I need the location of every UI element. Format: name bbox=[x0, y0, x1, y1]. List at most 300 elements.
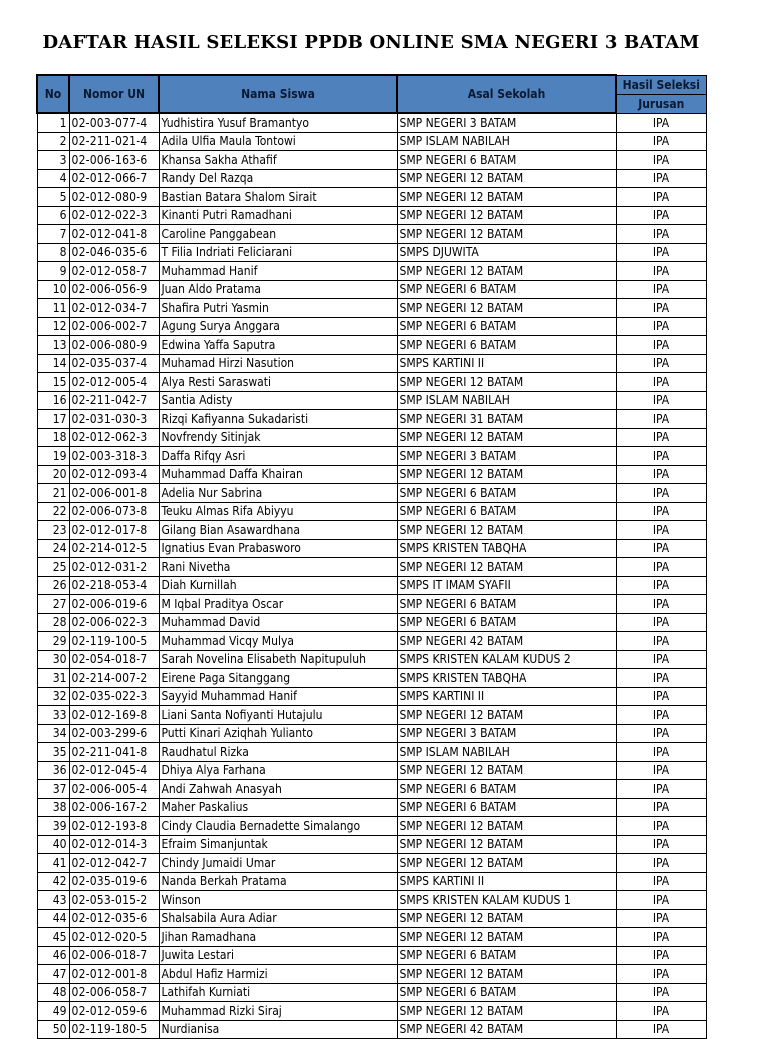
nomor-un-cell: 02-006-018-7 bbox=[69, 946, 159, 965]
table-row bbox=[37, 151, 706, 170]
nomor-un-cell: 02-119-180-5 bbox=[69, 1020, 159, 1039]
nomor-un-cell: 02-211-021-4 bbox=[69, 132, 159, 151]
origin-school-cell: SMP NEGERI 6 BATAM bbox=[397, 780, 616, 799]
table-row bbox=[37, 521, 706, 540]
row-number-cell: 2 bbox=[37, 132, 69, 151]
major-cell: IPA bbox=[616, 669, 706, 688]
origin-school-cell: SMP NEGERI 12 BATAM bbox=[397, 558, 616, 577]
table-row bbox=[37, 909, 706, 928]
row-number-cell: 1 bbox=[37, 113, 69, 132]
nomor-un-cell: 02-012-022-3 bbox=[69, 206, 159, 225]
student-name-cell: Ignatius Evan Prabasworo bbox=[159, 539, 397, 558]
major-cell: IPA bbox=[616, 780, 706, 799]
major-cell: IPA bbox=[616, 706, 706, 725]
nomor-un-cell: 02-006-005-4 bbox=[69, 780, 159, 799]
student-name-cell: Muhammad Vicqy Mulya bbox=[159, 632, 397, 651]
student-name-cell: Teuku Almas Rifa Abiyyu bbox=[159, 502, 397, 521]
nomor-un-cell: 02-035-019-6 bbox=[69, 872, 159, 891]
row-number-cell: 32 bbox=[37, 687, 69, 706]
nomor-un-cell: 02-053-015-2 bbox=[69, 891, 159, 910]
major-cell: IPA bbox=[616, 521, 706, 540]
nomor-un-cell: 02-214-007-2 bbox=[69, 669, 159, 688]
major-cell: IPA bbox=[616, 206, 706, 225]
row-number-cell: 15 bbox=[37, 373, 69, 392]
table-row bbox=[37, 502, 706, 521]
header-asal-sekolah: Asal Sekolah bbox=[397, 75, 616, 113]
origin-school-cell: SMP NEGERI 12 BATAM bbox=[397, 299, 616, 318]
origin-school-cell: SMP NEGERI 12 BATAM bbox=[397, 169, 616, 188]
student-name-cell: Dhiya Alya Farhana bbox=[159, 761, 397, 780]
student-name-cell: Efraim Simanjuntak bbox=[159, 835, 397, 854]
table-header bbox=[37, 75, 706, 113]
major-cell: IPA bbox=[616, 336, 706, 355]
nomor-un-cell: 02-006-056-9 bbox=[69, 280, 159, 299]
origin-school-cell: SMP NEGERI 6 BATAM bbox=[397, 946, 616, 965]
student-name-cell: Bastian Batara Shalom Sirait bbox=[159, 188, 397, 207]
student-name-cell: Yudhistira Yusuf Bramantyo bbox=[159, 113, 397, 132]
major-cell: IPA bbox=[616, 391, 706, 410]
major-cell: IPA bbox=[616, 928, 706, 947]
table-row bbox=[37, 595, 706, 614]
major-cell: IPA bbox=[616, 835, 706, 854]
origin-school-cell: SMP NEGERI 6 BATAM bbox=[397, 595, 616, 614]
nomor-un-cell: 02-119-100-5 bbox=[69, 632, 159, 651]
table-row bbox=[37, 1002, 706, 1021]
student-name-cell: Santia Adisty bbox=[159, 391, 397, 410]
table-row bbox=[37, 891, 706, 910]
origin-school-cell: SMP NEGERI 6 BATAM bbox=[397, 280, 616, 299]
major-cell: IPA bbox=[616, 724, 706, 743]
row-number-cell: 17 bbox=[37, 410, 69, 429]
nomor-un-cell: 02-214-012-5 bbox=[69, 539, 159, 558]
major-cell: IPA bbox=[616, 1002, 706, 1021]
table-row bbox=[37, 280, 706, 299]
table-row bbox=[37, 983, 706, 1002]
row-number-cell: 43 bbox=[37, 891, 69, 910]
origin-school-cell: SMP NEGERI 12 BATAM bbox=[397, 706, 616, 725]
row-number-cell: 27 bbox=[37, 595, 69, 614]
major-cell: IPA bbox=[616, 113, 706, 132]
table-row bbox=[37, 761, 706, 780]
origin-school-cell: SMP NEGERI 6 BATAM bbox=[397, 502, 616, 521]
origin-school-cell: SMPS IT IMAM SYAFII bbox=[397, 576, 616, 595]
table-row bbox=[37, 965, 706, 984]
student-name-cell: Rani Nivetha bbox=[159, 558, 397, 577]
student-name-cell: Diah Kurnillah bbox=[159, 576, 397, 595]
origin-school-cell: SMPS KARTINI II bbox=[397, 687, 616, 706]
table-row bbox=[37, 798, 706, 817]
row-number-cell: 39 bbox=[37, 817, 69, 836]
student-name-cell: Juwita Lestari bbox=[159, 946, 397, 965]
nomor-un-cell: 02-012-059-6 bbox=[69, 1002, 159, 1021]
nomor-un-cell: 02-211-041-8 bbox=[69, 743, 159, 762]
student-name-cell: Muhammad Daffa Khairan bbox=[159, 465, 397, 484]
major-cell: IPA bbox=[616, 946, 706, 965]
table-row bbox=[37, 410, 706, 429]
major-cell: IPA bbox=[616, 447, 706, 466]
student-name-cell: Muhammad David bbox=[159, 613, 397, 632]
origin-school-cell: SMPS KARTINI II bbox=[397, 354, 616, 373]
nomor-un-cell: 02-012-062-3 bbox=[69, 428, 159, 447]
nomor-un-cell: 02-012-035-6 bbox=[69, 909, 159, 928]
origin-school-cell: SMP ISLAM NABILAH bbox=[397, 743, 616, 762]
student-name-cell: Muhammad Hanif bbox=[159, 262, 397, 281]
major-cell: IPA bbox=[616, 262, 706, 281]
origin-school-cell: SMP NEGERI 12 BATAM bbox=[397, 465, 616, 484]
header-jurusan: Jurusan bbox=[616, 94, 706, 113]
student-name-cell: Lathifah Kurniati bbox=[159, 983, 397, 1002]
table-row bbox=[37, 169, 706, 188]
table-row bbox=[37, 354, 706, 373]
student-name-cell: Gilang Bian Asawardhana bbox=[159, 521, 397, 540]
row-number-cell: 48 bbox=[37, 983, 69, 1002]
nomor-un-cell: 02-054-018-7 bbox=[69, 650, 159, 669]
student-name-cell: Sarah Novelina Elisabeth Napitupuluh bbox=[159, 650, 397, 669]
student-name-cell: Maher Paskalius bbox=[159, 798, 397, 817]
table-row bbox=[37, 188, 706, 207]
table-row bbox=[37, 928, 706, 947]
nomor-un-cell: 02-035-022-3 bbox=[69, 687, 159, 706]
origin-school-cell: SMP NEGERI 12 BATAM bbox=[397, 206, 616, 225]
origin-school-cell: SMP ISLAM NABILAH bbox=[397, 391, 616, 410]
row-number-cell: 34 bbox=[37, 724, 69, 743]
row-number-cell: 22 bbox=[37, 502, 69, 521]
row-number-cell: 5 bbox=[37, 188, 69, 207]
nomor-un-cell: 02-003-299-6 bbox=[69, 724, 159, 743]
origin-school-cell: SMP NEGERI 12 BATAM bbox=[397, 428, 616, 447]
row-number-cell: 40 bbox=[37, 835, 69, 854]
page-title: DAFTAR HASIL SELEKSI PPDB ONLINE SMA NEGERI 3 BATAM bbox=[42, 32, 700, 53]
major-cell: IPA bbox=[616, 595, 706, 614]
nomor-un-cell: 02-012-031-2 bbox=[69, 558, 159, 577]
table-row bbox=[37, 206, 706, 225]
major-cell: IPA bbox=[616, 909, 706, 928]
major-cell: IPA bbox=[616, 872, 706, 891]
row-number-cell: 36 bbox=[37, 761, 69, 780]
student-name-cell: M Iqbal Praditya Oscar bbox=[159, 595, 397, 614]
major-cell: IPA bbox=[616, 576, 706, 595]
student-name-cell: Jihan Ramadhana bbox=[159, 928, 397, 947]
row-number-cell: 31 bbox=[37, 669, 69, 688]
major-cell: IPA bbox=[616, 299, 706, 318]
row-number-cell: 46 bbox=[37, 946, 69, 965]
row-number-cell: 25 bbox=[37, 558, 69, 577]
nomor-un-cell: 02-012-001-8 bbox=[69, 965, 159, 984]
student-name-cell: Agung Surya Anggara bbox=[159, 317, 397, 336]
nomor-un-cell: 02-006-080-9 bbox=[69, 336, 159, 355]
major-cell: IPA bbox=[616, 539, 706, 558]
student-name-cell: Sayyid Muhammad Hanif bbox=[159, 687, 397, 706]
nomor-un-cell: 02-012-020-5 bbox=[69, 928, 159, 947]
row-number-cell: 20 bbox=[37, 465, 69, 484]
nomor-un-cell: 02-031-030-3 bbox=[69, 410, 159, 429]
row-number-cell: 49 bbox=[37, 1002, 69, 1021]
origin-school-cell: SMP NEGERI 12 BATAM bbox=[397, 1002, 616, 1021]
student-name-cell: Chindy Jumaidi Umar bbox=[159, 854, 397, 873]
student-name-cell: Rizqi Kafiyanna Sukadaristi bbox=[159, 410, 397, 429]
row-number-cell: 41 bbox=[37, 854, 69, 873]
origin-school-cell: SMP NEGERI 6 BATAM bbox=[397, 983, 616, 1002]
student-name-cell: Muhamad Hirzi Nasution bbox=[159, 354, 397, 373]
header-hasil-seleksi: Hasil Seleksi bbox=[616, 75, 706, 94]
origin-school-cell: SMPS KRISTEN KALAM KUDUS 2 bbox=[397, 650, 616, 669]
row-number-cell: 35 bbox=[37, 743, 69, 762]
major-cell: IPA bbox=[616, 743, 706, 762]
student-name-cell: Andi Zahwah Anasyah bbox=[159, 780, 397, 799]
header-no: No bbox=[37, 75, 69, 113]
origin-school-cell: SMP NEGERI 42 BATAM bbox=[397, 1020, 616, 1039]
row-number-cell: 19 bbox=[37, 447, 69, 466]
student-name-cell: Cindy Claudia Bernadette Simalango bbox=[159, 817, 397, 836]
row-number-cell: 8 bbox=[37, 243, 69, 262]
nomor-un-cell: 02-006-073-8 bbox=[69, 502, 159, 521]
nomor-un-cell: 02-006-019-6 bbox=[69, 595, 159, 614]
major-cell: IPA bbox=[616, 650, 706, 669]
student-name-cell: Adila Ulfia Maula Tontowi bbox=[159, 132, 397, 151]
origin-school-cell: SMP NEGERI 12 BATAM bbox=[397, 817, 616, 836]
origin-school-cell: SMP NEGERI 12 BATAM bbox=[397, 761, 616, 780]
origin-school-cell: SMP NEGERI 6 BATAM bbox=[397, 151, 616, 170]
table-row bbox=[37, 687, 706, 706]
major-cell: IPA bbox=[616, 632, 706, 651]
nomor-un-cell: 02-012-017-8 bbox=[69, 521, 159, 540]
table-row bbox=[37, 650, 706, 669]
table-row bbox=[37, 317, 706, 336]
nomor-un-cell: 02-012-005-4 bbox=[69, 373, 159, 392]
nomor-un-cell: 02-218-053-4 bbox=[69, 576, 159, 595]
table-row bbox=[37, 428, 706, 447]
nomor-un-cell: 02-006-002-7 bbox=[69, 317, 159, 336]
major-cell: IPA bbox=[616, 558, 706, 577]
major-cell: IPA bbox=[616, 761, 706, 780]
table-row bbox=[37, 576, 706, 595]
row-number-cell: 12 bbox=[37, 317, 69, 336]
table-row bbox=[37, 817, 706, 836]
nomor-un-cell: 02-211-042-7 bbox=[69, 391, 159, 410]
major-cell: IPA bbox=[616, 169, 706, 188]
table-row bbox=[37, 336, 706, 355]
nomor-un-cell: 02-012-014-3 bbox=[69, 835, 159, 854]
student-name-cell: Abdul Hafiz Harmizi bbox=[159, 965, 397, 984]
origin-school-cell: SMP NEGERI 3 BATAM bbox=[397, 113, 616, 132]
student-name-cell: Nurdianisa bbox=[159, 1020, 397, 1039]
row-number-cell: 26 bbox=[37, 576, 69, 595]
nomor-un-cell: 02-003-077-4 bbox=[69, 113, 159, 132]
table-row bbox=[37, 132, 706, 151]
major-cell: IPA bbox=[616, 798, 706, 817]
table-row bbox=[37, 391, 706, 410]
nomor-un-cell: 02-012-169-8 bbox=[69, 706, 159, 725]
nomor-un-cell: 02-012-045-4 bbox=[69, 761, 159, 780]
origin-school-cell: SMP NEGERI 12 BATAM bbox=[397, 262, 616, 281]
student-name-cell: Daffa Rifqy Asri bbox=[159, 447, 397, 466]
origin-school-cell: SMP NEGERI 42 BATAM bbox=[397, 632, 616, 651]
row-number-cell: 33 bbox=[37, 706, 69, 725]
row-number-cell: 3 bbox=[37, 151, 69, 170]
major-cell: IPA bbox=[616, 373, 706, 392]
major-cell: IPA bbox=[616, 854, 706, 873]
origin-school-cell: SMP NEGERI 6 BATAM bbox=[397, 613, 616, 632]
row-number-cell: 4 bbox=[37, 169, 69, 188]
origin-school-cell: SMP NEGERI 12 BATAM bbox=[397, 835, 616, 854]
origin-school-cell: SMP NEGERI 3 BATAM bbox=[397, 447, 616, 466]
major-cell: IPA bbox=[616, 354, 706, 373]
student-name-cell: Alya Resti Saraswati bbox=[159, 373, 397, 392]
major-cell: IPA bbox=[616, 410, 706, 429]
major-cell: IPA bbox=[616, 1020, 706, 1039]
nomor-un-cell: 02-012-193-8 bbox=[69, 817, 159, 836]
nomor-un-cell: 02-006-167-2 bbox=[69, 798, 159, 817]
student-name-cell: Eirene Paga Sitanggang bbox=[159, 669, 397, 688]
table-row bbox=[37, 706, 706, 725]
major-cell: IPA bbox=[616, 151, 706, 170]
origin-school-cell: SMP NEGERI 31 BATAM bbox=[397, 410, 616, 429]
row-number-cell: 13 bbox=[37, 336, 69, 355]
row-number-cell: 9 bbox=[37, 262, 69, 281]
student-name-cell: Kinanti Putri Ramadhani bbox=[159, 206, 397, 225]
table-row bbox=[37, 946, 706, 965]
table-row bbox=[37, 669, 706, 688]
table-row bbox=[37, 743, 706, 762]
origin-school-cell: SMPS KRISTEN TABQHA bbox=[397, 539, 616, 558]
nomor-un-cell: 02-035-037-4 bbox=[69, 354, 159, 373]
nomor-un-cell: 02-012-041-8 bbox=[69, 225, 159, 244]
row-number-cell: 29 bbox=[37, 632, 69, 651]
nomor-un-cell: 02-012-066-7 bbox=[69, 169, 159, 188]
student-name-cell: Randy Del Razqa bbox=[159, 169, 397, 188]
major-cell: IPA bbox=[616, 243, 706, 262]
student-name-cell: T Filia Indriati Feliciarani bbox=[159, 243, 397, 262]
results-table bbox=[36, 74, 707, 1039]
nomor-un-cell: 02-046-035-6 bbox=[69, 243, 159, 262]
row-number-cell: 10 bbox=[37, 280, 69, 299]
nomor-un-cell: 02-006-022-3 bbox=[69, 613, 159, 632]
nomor-un-cell: 02-006-163-6 bbox=[69, 151, 159, 170]
table-body bbox=[37, 113, 706, 1039]
row-number-cell: 37 bbox=[37, 780, 69, 799]
major-cell: IPA bbox=[616, 983, 706, 1002]
origin-school-cell: SMP NEGERI 6 BATAM bbox=[397, 317, 616, 336]
table-row bbox=[37, 1020, 706, 1039]
row-number-cell: 50 bbox=[37, 1020, 69, 1039]
major-cell: IPA bbox=[616, 225, 706, 244]
origin-school-cell: SMP NEGERI 12 BATAM bbox=[397, 928, 616, 947]
table-row bbox=[37, 243, 706, 262]
row-number-cell: 18 bbox=[37, 428, 69, 447]
table-row bbox=[37, 613, 706, 632]
origin-school-cell: SMP NEGERI 12 BATAM bbox=[397, 854, 616, 873]
nomor-un-cell: 02-012-058-7 bbox=[69, 262, 159, 281]
student-name-cell: Khansa Sakha Athafif bbox=[159, 151, 397, 170]
origin-school-cell: SMPS KRISTEN TABQHA bbox=[397, 669, 616, 688]
origin-school-cell: SMP NEGERI 12 BATAM bbox=[397, 225, 616, 244]
row-number-cell: 30 bbox=[37, 650, 69, 669]
row-number-cell: 23 bbox=[37, 521, 69, 540]
nomor-un-cell: 02-012-080-9 bbox=[69, 188, 159, 207]
nomor-un-cell: 02-003-318-3 bbox=[69, 447, 159, 466]
origin-school-cell: SMP NEGERI 12 BATAM bbox=[397, 373, 616, 392]
major-cell: IPA bbox=[616, 465, 706, 484]
major-cell: IPA bbox=[616, 280, 706, 299]
header-nomor-un: Nomor UN bbox=[69, 75, 159, 113]
nomor-un-cell: 02-012-042-7 bbox=[69, 854, 159, 873]
table-row bbox=[37, 539, 706, 558]
origin-school-cell: SMPS KRISTEN KALAM KUDUS 1 bbox=[397, 891, 616, 910]
row-number-cell: 38 bbox=[37, 798, 69, 817]
header-nama-siswa: Nama Siswa bbox=[159, 75, 397, 113]
table-row bbox=[37, 299, 706, 318]
table-row bbox=[37, 872, 706, 891]
origin-school-cell: SMP NEGERI 12 BATAM bbox=[397, 965, 616, 984]
row-number-cell: 16 bbox=[37, 391, 69, 410]
table-row bbox=[37, 113, 706, 132]
major-cell: IPA bbox=[616, 428, 706, 447]
row-number-cell: 28 bbox=[37, 613, 69, 632]
origin-school-cell: SMP NEGERI 6 BATAM bbox=[397, 336, 616, 355]
student-name-cell: Caroline Panggabean bbox=[159, 225, 397, 244]
origin-school-cell: SMP NEGERI 12 BATAM bbox=[397, 521, 616, 540]
row-number-cell: 14 bbox=[37, 354, 69, 373]
table-row bbox=[37, 780, 706, 799]
row-number-cell: 11 bbox=[37, 299, 69, 318]
student-name-cell: Shalsabila Aura Adiar bbox=[159, 909, 397, 928]
major-cell: IPA bbox=[616, 817, 706, 836]
origin-school-cell: SMPS KARTINI II bbox=[397, 872, 616, 891]
origin-school-cell: SMP NEGERI 3 BATAM bbox=[397, 724, 616, 743]
table-row bbox=[37, 558, 706, 577]
table-row bbox=[37, 465, 706, 484]
table-row bbox=[37, 262, 706, 281]
origin-school-cell: SMP ISLAM NABILAH bbox=[397, 132, 616, 151]
major-cell: IPA bbox=[616, 502, 706, 521]
major-cell: IPA bbox=[616, 891, 706, 910]
row-number-cell: 44 bbox=[37, 909, 69, 928]
major-cell: IPA bbox=[616, 687, 706, 706]
student-name-cell: Shafira Putri Yasmin bbox=[159, 299, 397, 318]
student-name-cell: Raudhatul Rizka bbox=[159, 743, 397, 762]
row-number-cell: 24 bbox=[37, 539, 69, 558]
table-row bbox=[37, 447, 706, 466]
student-name-cell: Nanda Berkah Pratama bbox=[159, 872, 397, 891]
student-name-cell: Liani Santa Nofiyanti Hutajulu bbox=[159, 706, 397, 725]
origin-school-cell: SMP NEGERI 6 BATAM bbox=[397, 484, 616, 503]
table-row bbox=[37, 484, 706, 503]
student-name-cell: Putti Kinari Aziqhah Yulianto bbox=[159, 724, 397, 743]
table-row bbox=[37, 854, 706, 873]
student-name-cell: Novfrendy Sitinjak bbox=[159, 428, 397, 447]
nomor-un-cell: 02-012-034-7 bbox=[69, 299, 159, 318]
origin-school-cell: SMPS DJUWITA bbox=[397, 243, 616, 262]
table-row bbox=[37, 632, 706, 651]
major-cell: IPA bbox=[616, 317, 706, 336]
row-number-cell: 42 bbox=[37, 872, 69, 891]
student-name-cell: Muhammad Rizki Siraj bbox=[159, 1002, 397, 1021]
table-row bbox=[37, 225, 706, 244]
major-cell: IPA bbox=[616, 484, 706, 503]
major-cell: IPA bbox=[616, 132, 706, 151]
student-name-cell: Adelia Nur Sabrina bbox=[159, 484, 397, 503]
student-name-cell: Edwina Yaffa Saputra bbox=[159, 336, 397, 355]
table-row bbox=[37, 835, 706, 854]
origin-school-cell: SMP NEGERI 6 BATAM bbox=[397, 798, 616, 817]
major-cell: IPA bbox=[616, 188, 706, 207]
origin-school-cell: SMP NEGERI 12 BATAM bbox=[397, 909, 616, 928]
major-cell: IPA bbox=[616, 613, 706, 632]
nomor-un-cell: 02-006-058-7 bbox=[69, 983, 159, 1002]
table-row bbox=[37, 724, 706, 743]
row-number-cell: 45 bbox=[37, 928, 69, 947]
nomor-un-cell: 02-012-093-4 bbox=[69, 465, 159, 484]
